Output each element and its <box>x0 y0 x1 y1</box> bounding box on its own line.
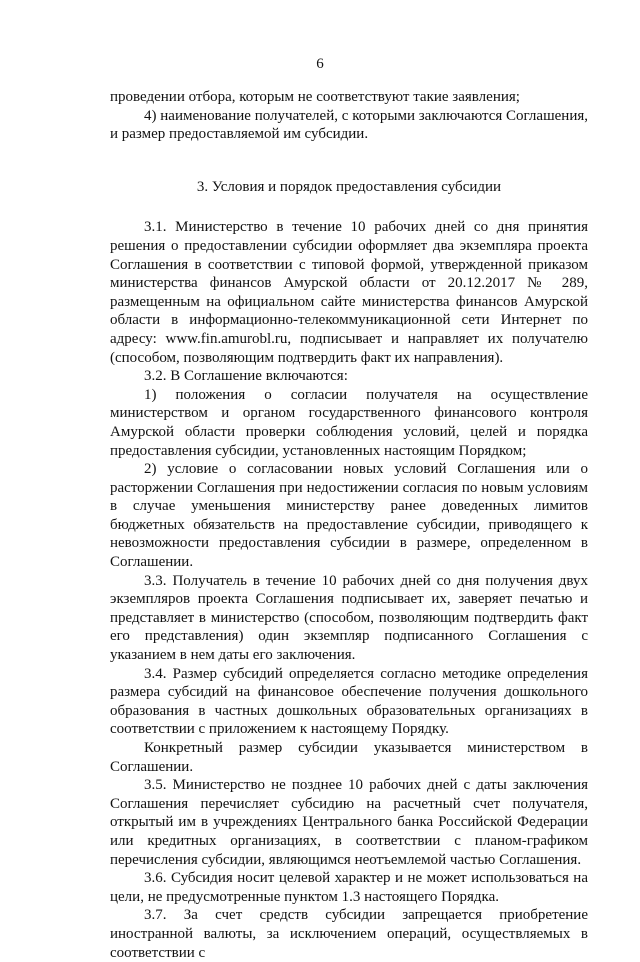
paragraph: 4) наименование получателей, с которыми заключаются Соглашения, и размер предоставляемой им субсидии. <box>110 107 588 143</box>
page-number: 6 <box>316 56 324 72</box>
paragraph-3-4: 3.4. Размер субсидий определяется согласно методике определения размера субсидий на финансовое обеспечение получения дошкольного образования в частных дошкольных образовательных организациях в соответствии с приложением к настоящему Порядку. <box>110 665 588 738</box>
paragraph-3-7: 3.7. За счет средств субсидии запрещается приобретение иностранной валюты, за исключением операций, осуществляемых в соответствии с <box>110 907 588 961</box>
paragraph-3-2-item-2: 2) условие о согласовании новых условий Соглашения или о расторжении Соглашения при недостижении согласия по новым условиям в случае уменьшения министерству ранее доведенных лимитов бюджетных обязательств на предоставление субсидии, приводящего к невозможности предоставления субсидии в размере, определенном в Соглашении. <box>110 461 588 571</box>
paragraph-3-2: 3.2. В Соглашение включаются: <box>144 368 348 385</box>
section-heading: 3. Условия и порядок предоставления субсидии <box>196 178 502 195</box>
paragraph: проведении отбора, которым не соответствуют такие заявления; <box>110 89 520 105</box>
paragraph-3-2-item-1: 1) положения о согласии получателя на осуществление министерством и органом государственного финансового контроля Амурской области проверки соблюдения условий, целей и порядка предоставления субсидии, установленных настоящим Порядком; <box>110 386 588 459</box>
paragraph-3-3: 3.3. Получатель в течение 10 рабочих дней со дня получения двух экземпляров проекта Соглашения подписывает их, заверяет печатью и представляет в министерство (способом, позволяющим подтвердить факт его представления) один экземпляр подписанного Соглашения с указанием в нем даты его заключения. <box>110 572 588 664</box>
document-body <box>110 88 588 962</box>
paragraph-3-1: 3.1. Министерство в течение 10 рабочих дней со дня принятия решения о предоставлении субсидии оформляет два экземпляра проекта Соглашения в соответствии с типовой формой, утвержденной приказом министерства финансов Амурской области от 20.12.2017 № 289, размещенным на официальном сайте министерства финансов Амурской области в информационно-телекоммуникационной сети Интернет по адресу: www.fin.amurobl.ru, подписывает и направляет их получателю (способом, позволяющим подтвердить факт их направления). <box>110 219 588 366</box>
paragraph-specific-size: Конкретный размер субсидии указывается министерством в Соглашении. <box>110 740 588 775</box>
paragraph-3-5: 3.5. Министерство не позднее 10 рабочих дней с даты заключения Соглашения перечисляет субсидию на расчетный счет получателя, открытый им в учреждениях Центрального банка Российской Федерации или кредитных организациях, в соответствии с планом-графиком перечисления субсидии, являющимся неотъемлемой частью Соглашения. <box>110 777 588 868</box>
paragraph-3-6: 3.6. Субсидия носит целевой характер и не может использоваться на цели, не предусмотренные пунктом 1.3 настоящего Порядка. <box>110 870 588 905</box>
